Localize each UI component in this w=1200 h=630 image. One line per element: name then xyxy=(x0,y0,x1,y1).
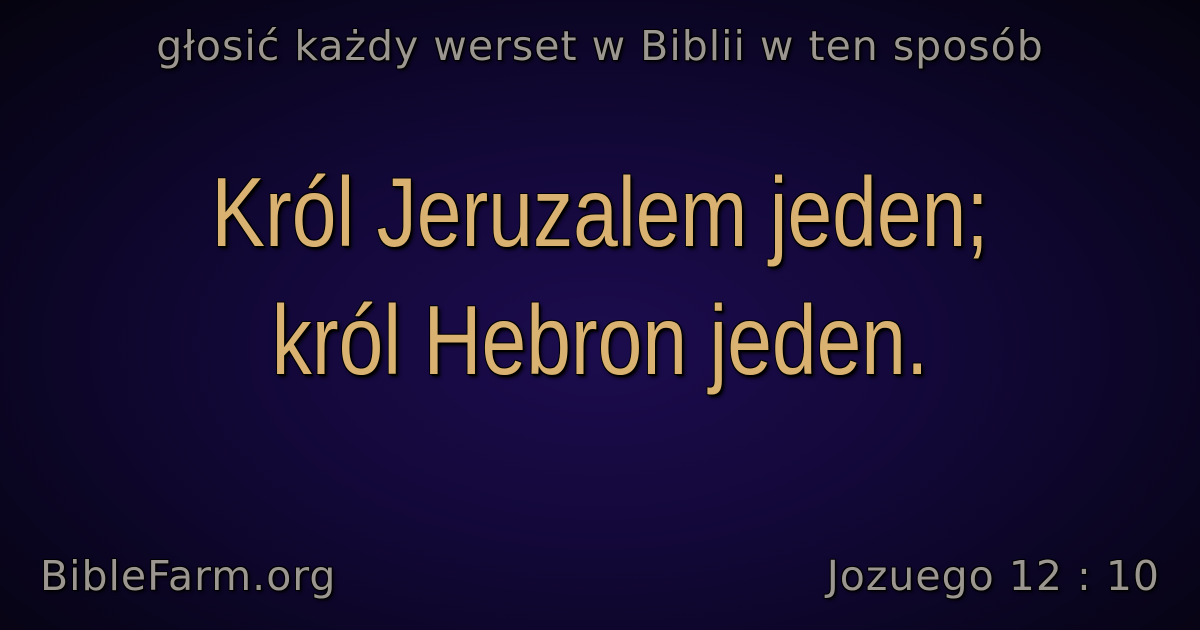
verse-text xyxy=(108,148,1092,404)
tagline: głosić każdy werset w Biblii w ten sposób xyxy=(156,22,1044,70)
site-name: BibleFarm.org xyxy=(40,552,337,600)
verse-line-1: Król Jeruzalem jeden; xyxy=(211,157,989,267)
verse-reference: Jozuego 12 : 10 xyxy=(826,552,1160,600)
verse-line-2: król Hebron jeden. xyxy=(271,285,929,395)
